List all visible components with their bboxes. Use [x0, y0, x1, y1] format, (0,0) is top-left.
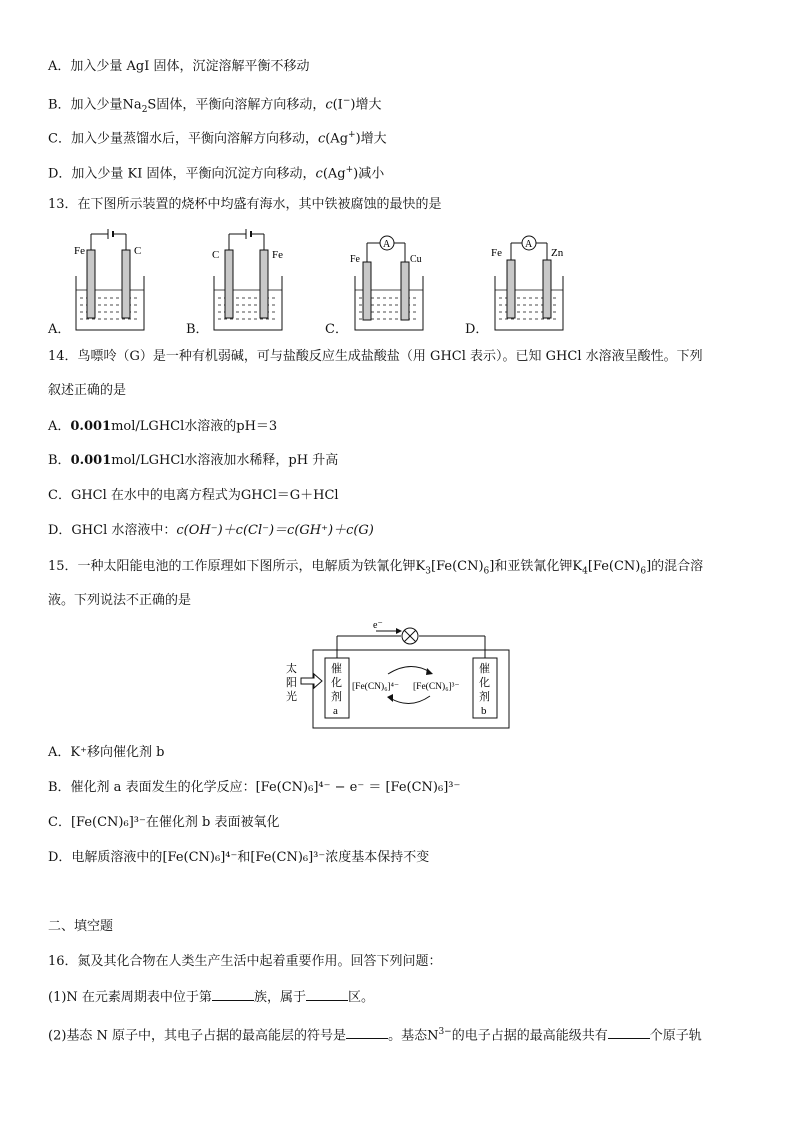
- q13-option-a-label: A．: [48, 322, 71, 337]
- arrow-cycle-top-icon: [426, 668, 433, 675]
- q12-option-d: D．加入少量 KI 固体，平衡向沉淀方向移动，c(Ag+)减小: [48, 165, 385, 182]
- q16-part-2: (2)基态 N 原子中，其电子占据的最高能层的符号是 。基态$N^{3-}$的电子占据的最高能级共有 个原子轨: [48, 1027, 702, 1044]
- q14-option-c: C．GHCl 在水中的电离方程式为GHCl＝G＋HCl: [48, 488, 339, 503]
- q13-option-b-label: B．: [186, 322, 209, 337]
- electrode-label-right: Zn: [551, 247, 564, 259]
- answer-blank[interactable]: [346, 1026, 388, 1039]
- electrode-label-right: Fe: [272, 249, 283, 261]
- svg-text:催: 催: [479, 663, 490, 675]
- svg-text:b: b: [481, 705, 487, 717]
- svg-text:A: A: [525, 239, 533, 250]
- ion-label-right: [Fe(CN)₆]³⁻: [413, 682, 460, 692]
- q13-beaker-d: [485, 228, 575, 334]
- q13-option-d-label: D．: [465, 322, 489, 337]
- answer-blank[interactable]: [306, 988, 348, 1001]
- q16-part-1: (1)N 在元素周期表中位于第 族，属于 区。: [48, 990, 374, 1005]
- q15-stem-line1: 15．一种太阳能电池的工作原理如下图所示，电解质为铁氰化钾$K_3[Fe(CN)_6]$和亚铁氰化钾$K_4[Fe(CN)_6]$的混合溶: [48, 559, 704, 577]
- electrode-label-left: Fe: [74, 245, 85, 257]
- answer-blank[interactable]: [212, 988, 254, 1001]
- svg-text:剂: 剂: [479, 691, 490, 703]
- q15-option-c: C．[Fe(CN)₆]³⁻在催化剂 b 表面被氧化: [48, 815, 280, 830]
- ion-label-left: [Fe(CN)₆]⁴⁻: [352, 682, 399, 692]
- electrode-label-right: Cu: [410, 254, 422, 265]
- svg-text:催: 催: [331, 663, 342, 675]
- svg-text:太: 太: [286, 663, 297, 675]
- electrode-label-left: Fe: [350, 254, 360, 265]
- q13-stem: 13．在下图所示装置的烧杯中均盛有海水，其中铁被腐蚀的最快的是: [48, 197, 442, 212]
- svg-text:化: 化: [479, 677, 490, 689]
- electron-label: e⁻: [373, 620, 383, 631]
- q14-option-b: B．0.001mol/LGHCl水溶液加水稀释，pH 升高: [48, 453, 339, 468]
- q14-stem-line1: 14．鸟嘌呤（G）是一种有机弱碱，可与盐酸反应生成盐酸盐（用 GHCl 表示）。已知 GHCl 水溶液呈酸性。下列: [48, 349, 703, 364]
- svg-text:A: A: [383, 239, 391, 250]
- answer-blank[interactable]: [608, 1026, 650, 1039]
- q16-stem: 16．氮及其化合物在人类生产生活中起着重要作用。回答下列问题：: [48, 954, 442, 969]
- q15-option-a: A．K⁺移向催化剂 b: [48, 745, 165, 760]
- svg-text:剂: 剂: [331, 691, 342, 703]
- sunlight-arrow-icon: [301, 674, 322, 688]
- svg-text:a: a: [333, 705, 338, 717]
- q14-stem-line2: 叙述正确的是: [48, 383, 127, 398]
- q15-option-b: B．催化剂 a 表面发生的化学反应：[Fe(CN)₆]⁴⁻ − e⁻ ＝ [Fe(CN)₆]³⁻: [48, 780, 461, 795]
- arrow-right-icon: [396, 628, 402, 634]
- q14-option-a: A．0.001mol/LGHCl水溶液的pH＝3: [48, 419, 278, 434]
- q13-option-c-label: C．: [325, 322, 348, 337]
- q15-stem-line2: 液。下列说法不正确的是: [48, 593, 192, 608]
- q13-beaker-a: [66, 228, 156, 334]
- svg-text:阳: 阳: [286, 677, 297, 689]
- electrode-label-right: C: [134, 245, 142, 257]
- q13-beaker-b: [204, 228, 294, 334]
- section-heading: 二、填空题: [48, 919, 114, 934]
- svg-text:光: 光: [286, 691, 297, 703]
- q15-option-d: D．电解质溶液中的[Fe(CN)₆]⁴⁻和[Fe(CN)₆]³⁻浓度基本保持不变: [48, 850, 430, 865]
- q12-option-b: B．加入少量$Na_2S$固体，平衡向溶解方向移动，c(I−)增大: [48, 96, 382, 115]
- q12-option-c: C．加入少量蒸馏水后，平衡向溶解方向移动，c(Ag+)增大: [48, 130, 387, 147]
- electrode-label-left: Fe: [491, 247, 502, 259]
- svg-text:化: 化: [331, 677, 342, 689]
- solar-cell-diagram: [280, 616, 520, 736]
- q13-beaker-c: [345, 228, 435, 334]
- electrode-label-left: C: [212, 249, 220, 261]
- q12-option-a: A．加入少量 AgI 固体，沉淀溶解平衡不移动: [48, 59, 310, 74]
- arrow-cycle-bottom-icon: [387, 694, 393, 702]
- q14-option-d: D．GHCl 水溶液中：c(OH⁻)＋c(Cl⁻)＝c(GH⁺)＋c(G): [48, 523, 374, 538]
